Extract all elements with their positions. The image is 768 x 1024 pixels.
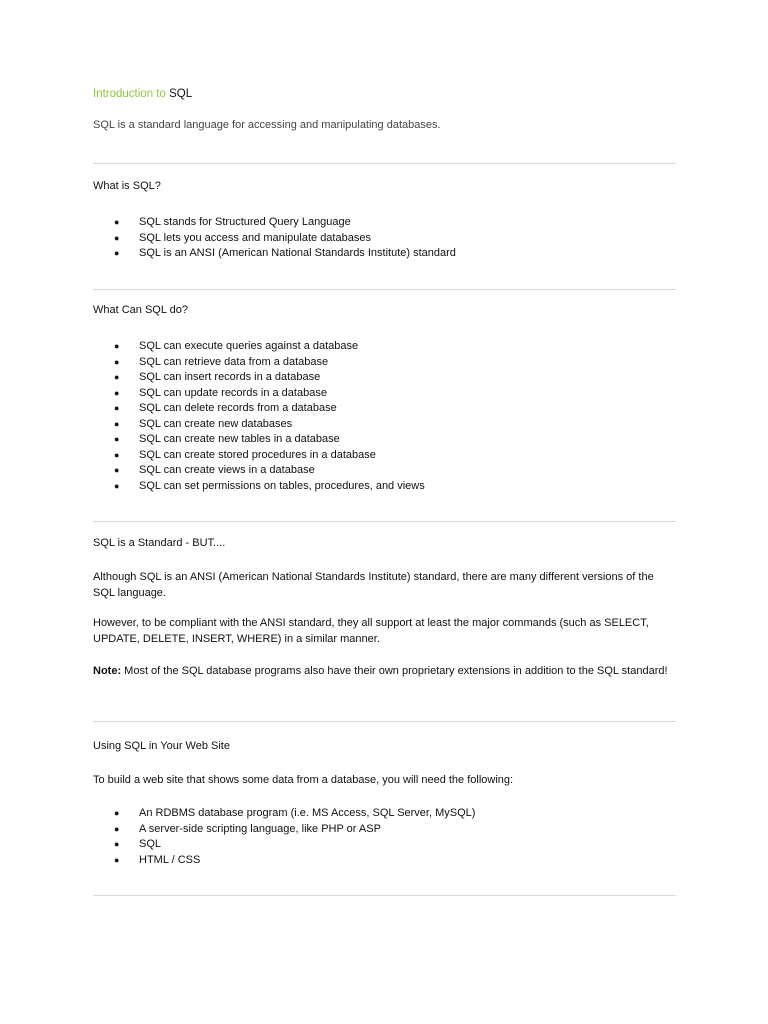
note-text: Most of the SQL database programs also have their own proprietary extensions in addition to the SQL standard! [121,665,668,677]
what-can-sql-do-list [93,339,425,494]
list-item-text: SQL can create new tables in a database [139,433,340,445]
list-item-text: SQL can create views in a database [139,464,315,476]
list-item-text: SQL can create stored procedures in a database [139,448,376,461]
using-sql-list [93,806,475,868]
list-item [93,432,425,448]
section-heading-sql-standard: SQL is a Standard - BUT.... [93,537,226,549]
bullet-icon: ● [114,808,120,818]
list-item-text: SQL stands for Structured Query Language [139,216,351,228]
divider [93,895,676,896]
bullet-icon: ● [114,480,120,491]
list-item [93,339,425,355]
paragraph: However, to be compliant with the ANSI standard, they all support at least the major commands (such as SELECT, UPDATE, DELETE, INSERT, WHERE) in a similar manner. [93,617,649,645]
list-item [93,355,425,371]
list-item [93,231,456,247]
divider [93,163,676,164]
list-item [93,417,425,433]
divider [93,289,676,290]
bullet-icon: ● [114,341,120,351]
list-item-text: SQL [139,838,162,850]
page-title [93,88,192,100]
list-item [93,853,475,869]
bullet-icon: ● [114,854,120,865]
list-item-text: SQL is an ANSI (American National Standards Institute) standard [139,247,456,259]
bullet-icon: ● [114,232,120,243]
list-item-text: A server-side scripting language, like PHP or ASP [139,822,381,835]
list-item [93,822,475,838]
list-item-text: SQL can update records in a database [139,386,327,399]
bullet-icon: ● [114,372,120,382]
paragraph: To build a web site that shows some data from a database, you will need the following: [93,774,514,786]
divider [93,721,676,722]
bullet-icon: ● [114,839,120,849]
section-heading-what-is-sql: What is SQL? [93,180,161,192]
divider [93,521,676,522]
list-item-text: HTML / CSS [139,853,201,866]
list-item [93,386,425,402]
list-item [93,479,425,495]
list-item [93,401,425,417]
list-item-text: SQL can insert records in a database [139,371,321,383]
title-rest: SQL [169,88,193,100]
bullet-icon: ● [114,449,120,460]
list-item [93,837,475,853]
what-is-sql-list [93,215,456,262]
bullet-icon: ● [114,217,120,227]
title-accent: Introduction to [93,88,170,100]
list-item-text: SQL can delete records from a database [139,402,337,414]
list-item-text: SQL can set permissions on tables, procedures, and views [139,479,425,492]
bullet-icon: ● [114,403,120,413]
bullet-icon: ● [114,387,120,398]
list-item [93,370,425,386]
list-item [93,806,475,822]
bullet-icon: ● [114,434,120,444]
paragraph: Although SQL is an ANSI (American National Standards Institute) standard, there are many different versions of the SQL language. [93,571,654,599]
intro-text: SQL is a standard language for accessing and manipulating databases. [93,119,441,131]
list-item-text: SQL can retrieve data from a database [139,355,329,368]
section-heading-what-can-sql-do: What Can SQL do? [93,304,188,316]
list-item-text: An RDBMS database program (i.e. MS Access, SQL Server, MySQL) [139,807,476,819]
bullet-icon: ● [114,248,120,258]
bullet-icon: ● [114,465,120,475]
list-item-text: SQL lets you access and manipulate databases [139,231,371,244]
bullet-icon: ● [114,356,120,367]
list-item-text: SQL can execute queries against a database [139,340,359,352]
bullet-icon: ● [114,418,120,429]
list-item [93,463,425,479]
list-item [93,448,425,464]
list-item [93,246,456,262]
note-paragraph [93,664,676,680]
bullet-icon: ● [114,823,120,834]
note-label: Note: [93,665,122,677]
list-item [93,215,456,231]
section-heading-using-sql: Using SQL in Your Web Site [93,740,230,752]
list-item-text: SQL can create new databases [139,417,293,430]
